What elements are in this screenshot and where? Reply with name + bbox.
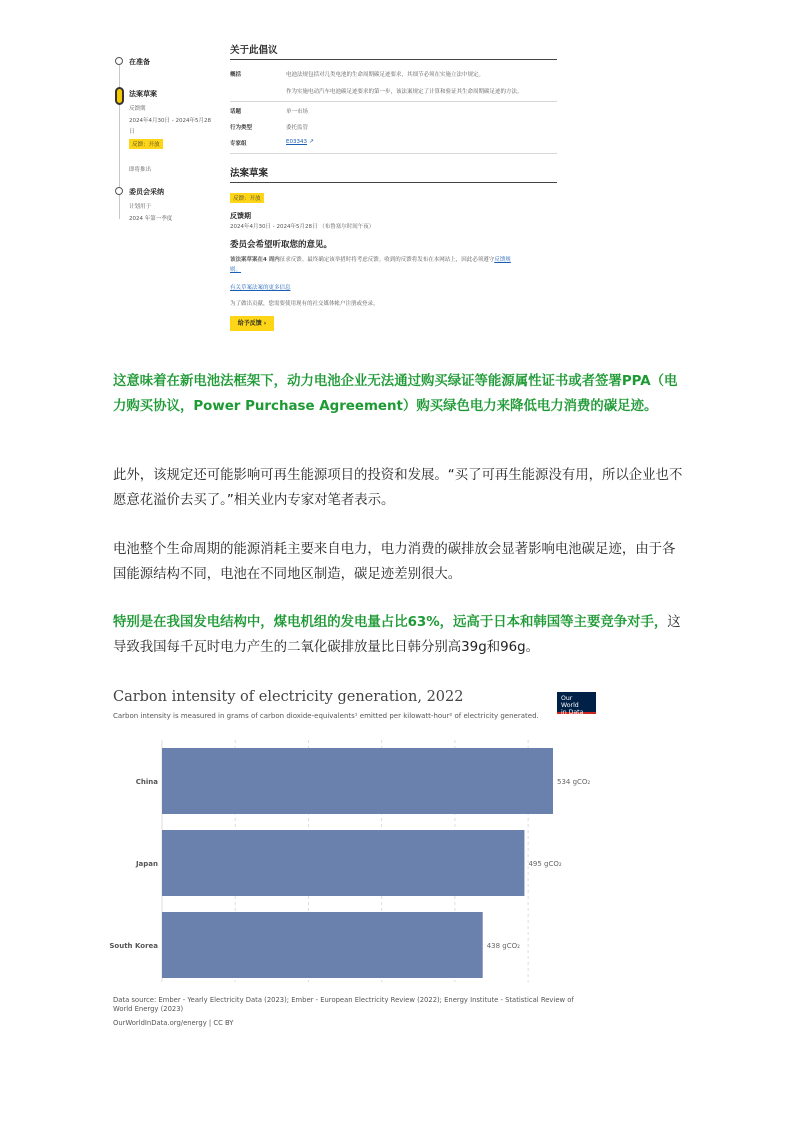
divider: [230, 59, 557, 60]
feedback-rules-link[interactable]: 反馈规: [494, 257, 511, 263]
timeline-active-marker: [115, 87, 124, 105]
chart-url: OurWorldInData.org/energy | CC BY: [113, 1019, 234, 1027]
summary-text-2: 作为实施电动汽车电池碳足迹要求的第一步，该法案规定了计算和验证其生命周期碳足迹的方法。: [286, 89, 523, 95]
act-type-label: 行为类型: [230, 125, 253, 131]
give-feedback-button[interactable]: 给予反馈 ›: [230, 316, 274, 331]
timeline-dot: [115, 187, 123, 195]
feedback-open-badge: 反馈：开放: [129, 139, 163, 149]
wish-bold: 该法案草案在4 周内: [230, 257, 280, 263]
timeline-step-draft-date-end: 日: [129, 129, 135, 135]
chart-title: Carbon intensity of electricity generation, 2022: [113, 689, 464, 705]
value-label: 495 gCO₂: [528, 860, 562, 868]
timeline-step-upcoming: 即将推出: [129, 167, 152, 173]
expert-group-link[interactable]: E03343: [286, 139, 307, 145]
bar-china: [162, 748, 553, 814]
category-label: South Korea: [109, 942, 158, 950]
eu-initiative-screenshot: [108, 35, 568, 340]
paragraph-lifecycle-energy: 电池整个生命周期的能源消耗主要来自电力，电力消费的碳排放会显著影响电池碳足迹，由于各国能源结构不同，电池在不同地区制造，碳足迹差别很大。: [113, 542, 676, 582]
timeline-step-draft: 法案草案: [129, 90, 157, 98]
wish-rest: 征求反馈。最终确定该举措时将考虑反馈。收到的反馈将发布在本网站上，因此必须遵守: [279, 257, 495, 263]
owid-logo: [557, 692, 596, 714]
paragraph-coal-share-rest: 这导致我国每千瓦时电力产生的二氧化碳排放量比日韩分别高39g和96g。: [113, 615, 681, 655]
divider: [230, 101, 557, 102]
divider: [230, 153, 557, 154]
timeline-step-draft-sub: 反馈期: [129, 106, 146, 112]
topic-value: 单一市场: [286, 109, 309, 115]
draft-heading: 法案草案: [230, 168, 269, 179]
timeline-step-adoption-sub: 计划用于: [129, 204, 152, 210]
feedback-period-value: 2024年4月30日 - 2024年5月28日 （布鲁塞尔时间午夜）: [230, 224, 375, 230]
topic-label: 话题: [230, 109, 242, 115]
divider: [230, 182, 557, 183]
owid-logo-line1: Our World: [561, 695, 579, 709]
timeline-line: [119, 59, 120, 219]
commission-wish-text: [230, 255, 511, 263]
paragraph-coal-share-highlight: 特别是在我国发电结构中，煤电机组的发电量占比63%，远高于日本和韩国等主要竞争对手，: [113, 615, 668, 630]
act-type-value: 委托监管: [286, 125, 309, 131]
login-note: 为了做出贡献，您需要使用现有的社交媒体帐户注册或登录。: [230, 301, 379, 307]
timeline-step-draft-date: 2024年4月30日 - 2024年5月28: [129, 118, 211, 124]
bar-japan: [162, 830, 524, 896]
paragraph-coal-share: [113, 610, 685, 660]
chart-source: Data source: Ember - Yearly Electricity Data (2023); Ember - European Electricity Review (2022); Energy Institute - Statistical Review of World Energy (2023): [113, 996, 574, 1013]
value-label: 534 gCO₂: [557, 778, 591, 786]
expert-group-label: 专家组: [230, 141, 247, 147]
owid-logo-line2: in Data: [561, 709, 584, 716]
summary-label: 概括: [230, 72, 242, 78]
paragraph-battery-law: 这意味着在新电池法框架下，动力电池企业无法通过购买绿证等能源属性证书或者签署PPA（电力购买协议，Power Purchase Agreement）购买绿色电力来降低电力消费的碳足迹。: [113, 374, 678, 414]
summary-text: 电池法规包括对几类电池的生命周期碳足迹要求，其细节必须在实施立法中规定。: [286, 72, 485, 78]
commission-wish-heading: 委员会希望听取您的意见。: [230, 240, 333, 250]
category-label: Japan: [135, 860, 158, 868]
category-label: China: [135, 778, 158, 786]
chart-subtitle: Carbon intensity is measured in grams of carbon dioxide-equivalents¹ emitted per kilowatt-hour² of electricity generated.: [113, 712, 539, 720]
feedback-period-label: 反馈期: [230, 212, 251, 220]
timeline-dot: [115, 57, 123, 65]
timeline-step-adoption: 委员会采纳: [129, 188, 164, 196]
more-info-link[interactable]: 有关草案法案的更多信息: [230, 285, 291, 291]
feedback-rules-link-cont[interactable]: 则。: [230, 267, 242, 273]
bar-south-korea: [162, 912, 483, 978]
draft-feedback-badge: 反馈：开放: [230, 193, 264, 203]
timeline-step-adoption-date: 2024 年第一季度: [129, 216, 173, 222]
bar-chart: [108, 740, 598, 990]
timeline-step-preparing: 在准备: [129, 58, 150, 66]
external-link-icon: ↗: [309, 138, 315, 145]
value-label: 438 gCO₂: [486, 942, 520, 950]
paragraph-renewables-impact: 此外，该规定还可能影响可再生能源项目的投资和发展。“买了可再生能源没有用，所以企业也不愿意花溢价去买了。”相关业内专家对笔者表示。: [113, 468, 683, 508]
about-heading: 关于此倡议: [230, 45, 278, 56]
